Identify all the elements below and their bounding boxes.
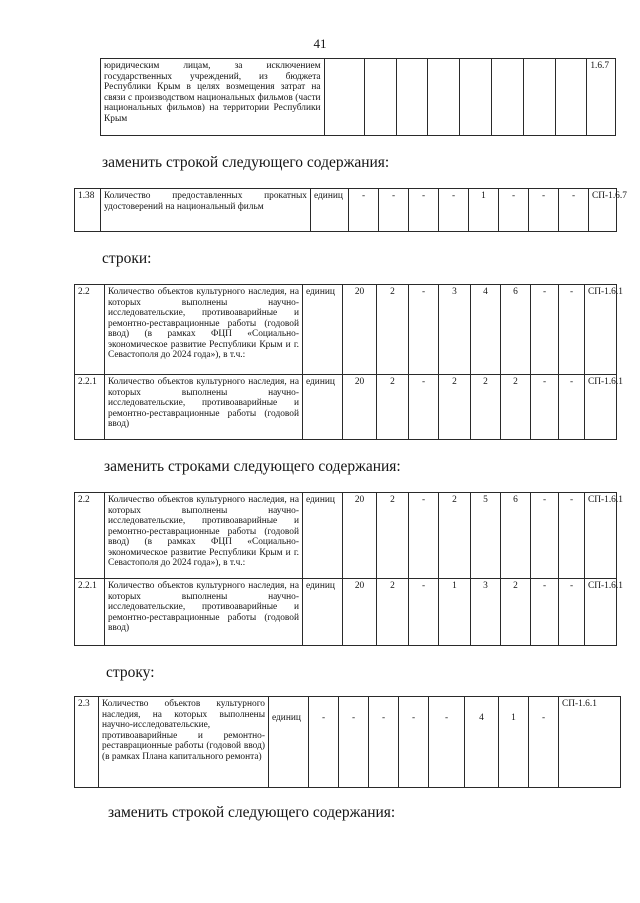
table-row [75, 285, 617, 375]
value-cell: - [559, 579, 585, 646]
table-row [75, 579, 617, 646]
value-cell: - [529, 697, 559, 788]
heading-replace-rows: заменить строками следующего содержания: [104, 458, 401, 475]
value-cell: 20 [343, 375, 377, 440]
value-cell: - [339, 697, 369, 788]
row-unit: единиц [269, 697, 309, 788]
value-cell [523, 59, 555, 136]
row-description: Количество объектов культурного наследия, на которых выполнены научно-исследовательские, противоаварийные и ремонтно-реставрационные работы (годовой ввод) (в рамках Плана капитального ремонта) [99, 697, 269, 788]
value-cell: 6 [501, 493, 531, 579]
page-number: 41 [313, 36, 327, 51]
row-number: 1.38 [75, 189, 101, 232]
row-code: СП-1.6.1 [585, 493, 617, 579]
value-cell: 20 [343, 285, 377, 375]
row-code: СП-1.6.1 [585, 579, 617, 646]
heading-row: строку: [106, 664, 155, 681]
value-cell: - [399, 697, 429, 788]
table-original-rows [74, 284, 623, 440]
value-cell: - [559, 375, 585, 440]
value-cell: 6 [501, 285, 531, 375]
value-cell: 1 [499, 697, 529, 788]
value-cell [396, 59, 428, 136]
row-unit: единиц [303, 579, 343, 646]
value-cell: - [409, 579, 439, 646]
row-unit: единиц [311, 189, 349, 232]
row-number: 2.2 [75, 493, 105, 579]
value-cell [491, 59, 523, 136]
value-cell: - [369, 697, 399, 788]
value-cell: - [409, 375, 439, 440]
row-number: 2.2.1 [75, 579, 105, 646]
row-number: 2.2 [75, 285, 105, 375]
value-cell: - [499, 189, 529, 232]
value-cell: - [429, 697, 465, 788]
row-code: СП-1.6.7 [589, 189, 617, 232]
value-cell: 1 [439, 579, 471, 646]
row-number: 2.2.1 [75, 375, 105, 440]
table-row [75, 375, 617, 440]
value-cell: 2 [439, 493, 471, 579]
value-cell: 2 [471, 375, 501, 440]
value-cell: 2 [377, 375, 409, 440]
value-cell: - [531, 375, 559, 440]
row-description: Количество объектов культурного наследия, на которых выполнены научно-исследовательские, противоаварийные и ремонтно-реставрационные работы (годовой ввод) (в рамках ФЦП «Социально-экономическое развитие Республики Крым и г. Севастополя до 2024 года»), в т.ч.: [105, 493, 303, 579]
table-replacement-rows [74, 492, 623, 646]
row-description: Количество объектов культурного наследия, на которых выполнены научно-исследовательские, противоаварийные и ремонтно-реставрационные работы (годовой ввод) [105, 579, 303, 646]
value-cell: - [531, 285, 559, 375]
value-cell: 2 [501, 375, 531, 440]
value-cell: 4 [471, 285, 501, 375]
value-cell: 3 [439, 285, 471, 375]
value-cell: 1 [469, 189, 499, 232]
value-cell: - [349, 189, 379, 232]
row-description: Количество объектов культурного наследия, на которых выполнены научно-исследовательские, противоаварийные и ремонтно-реставрационные работы (годовой ввод) (в рамках ФЦП «Социально-экономическое развитие Республики Крым и г. Севастополя до 2024 года»), в т.ч.: [105, 285, 303, 375]
value-cell: - [559, 493, 585, 579]
value-cell: - [409, 493, 439, 579]
table-continuation [100, 58, 616, 136]
value-cell [364, 59, 396, 136]
row-number: 2.3 [75, 697, 99, 788]
value-cell: - [439, 189, 469, 232]
table-row [75, 493, 617, 579]
row-description: Количество объектов культурного наследия, на которых выполнены научно-исследовательские, противоаварийные и ремонтно-реставрационные работы (годовой ввод) [105, 375, 303, 440]
row-unit: единиц [303, 285, 343, 375]
value-cell: 20 [343, 493, 377, 579]
value-cell: - [409, 189, 439, 232]
value-cell: - [559, 285, 585, 375]
value-cell: - [559, 189, 589, 232]
value-cell: 20 [343, 579, 377, 646]
heading-replace-row: заменить строкой следующего содержания: [102, 154, 390, 171]
value-cell: 5 [471, 493, 501, 579]
row-code: 1.6.7 [587, 59, 616, 136]
row-description: Количество предоставленных прокатных удостоверений на национальный фильм [101, 189, 311, 232]
value-cell [428, 59, 460, 136]
value-cell: - [529, 189, 559, 232]
value-cell: 3 [471, 579, 501, 646]
table-row [101, 59, 616, 136]
value-cell: 4 [465, 697, 499, 788]
value-cell: 2 [377, 285, 409, 375]
value-cell: 2 [377, 579, 409, 646]
value-cell: 2 [501, 579, 531, 646]
value-cell [460, 59, 492, 136]
value-cell: 2 [377, 493, 409, 579]
value-cell: - [531, 493, 559, 579]
table-replacement-1 [74, 188, 627, 232]
row-code: СП-1.6.1 [585, 285, 617, 375]
value-cell [555, 59, 587, 136]
table-row [75, 697, 621, 788]
heading-replace-row-final: заменить строкой следующего содержания: [108, 804, 396, 821]
value-cell: - [309, 697, 339, 788]
row-code: СП-1.6.1 [559, 697, 621, 788]
table-row [75, 189, 617, 232]
value-cell: - [409, 285, 439, 375]
heading-rows: строки: [102, 250, 152, 267]
value-cell [324, 59, 364, 136]
row-unit: единиц [303, 493, 343, 579]
row-code: СП-1.6.1 [585, 375, 617, 440]
value-cell: - [379, 189, 409, 232]
table-original-row-2-3 [74, 696, 621, 788]
value-cell: 2 [439, 375, 471, 440]
row-description: юридическим лицам, за исключением государственных учреждений, из бюджета Республики Крым в целях возмещения затрат на связи с производством национальных фильмов (части национальных фильмов) на территории Республики Крым [101, 59, 325, 136]
value-cell: - [531, 579, 559, 646]
row-unit: единиц [303, 375, 343, 440]
